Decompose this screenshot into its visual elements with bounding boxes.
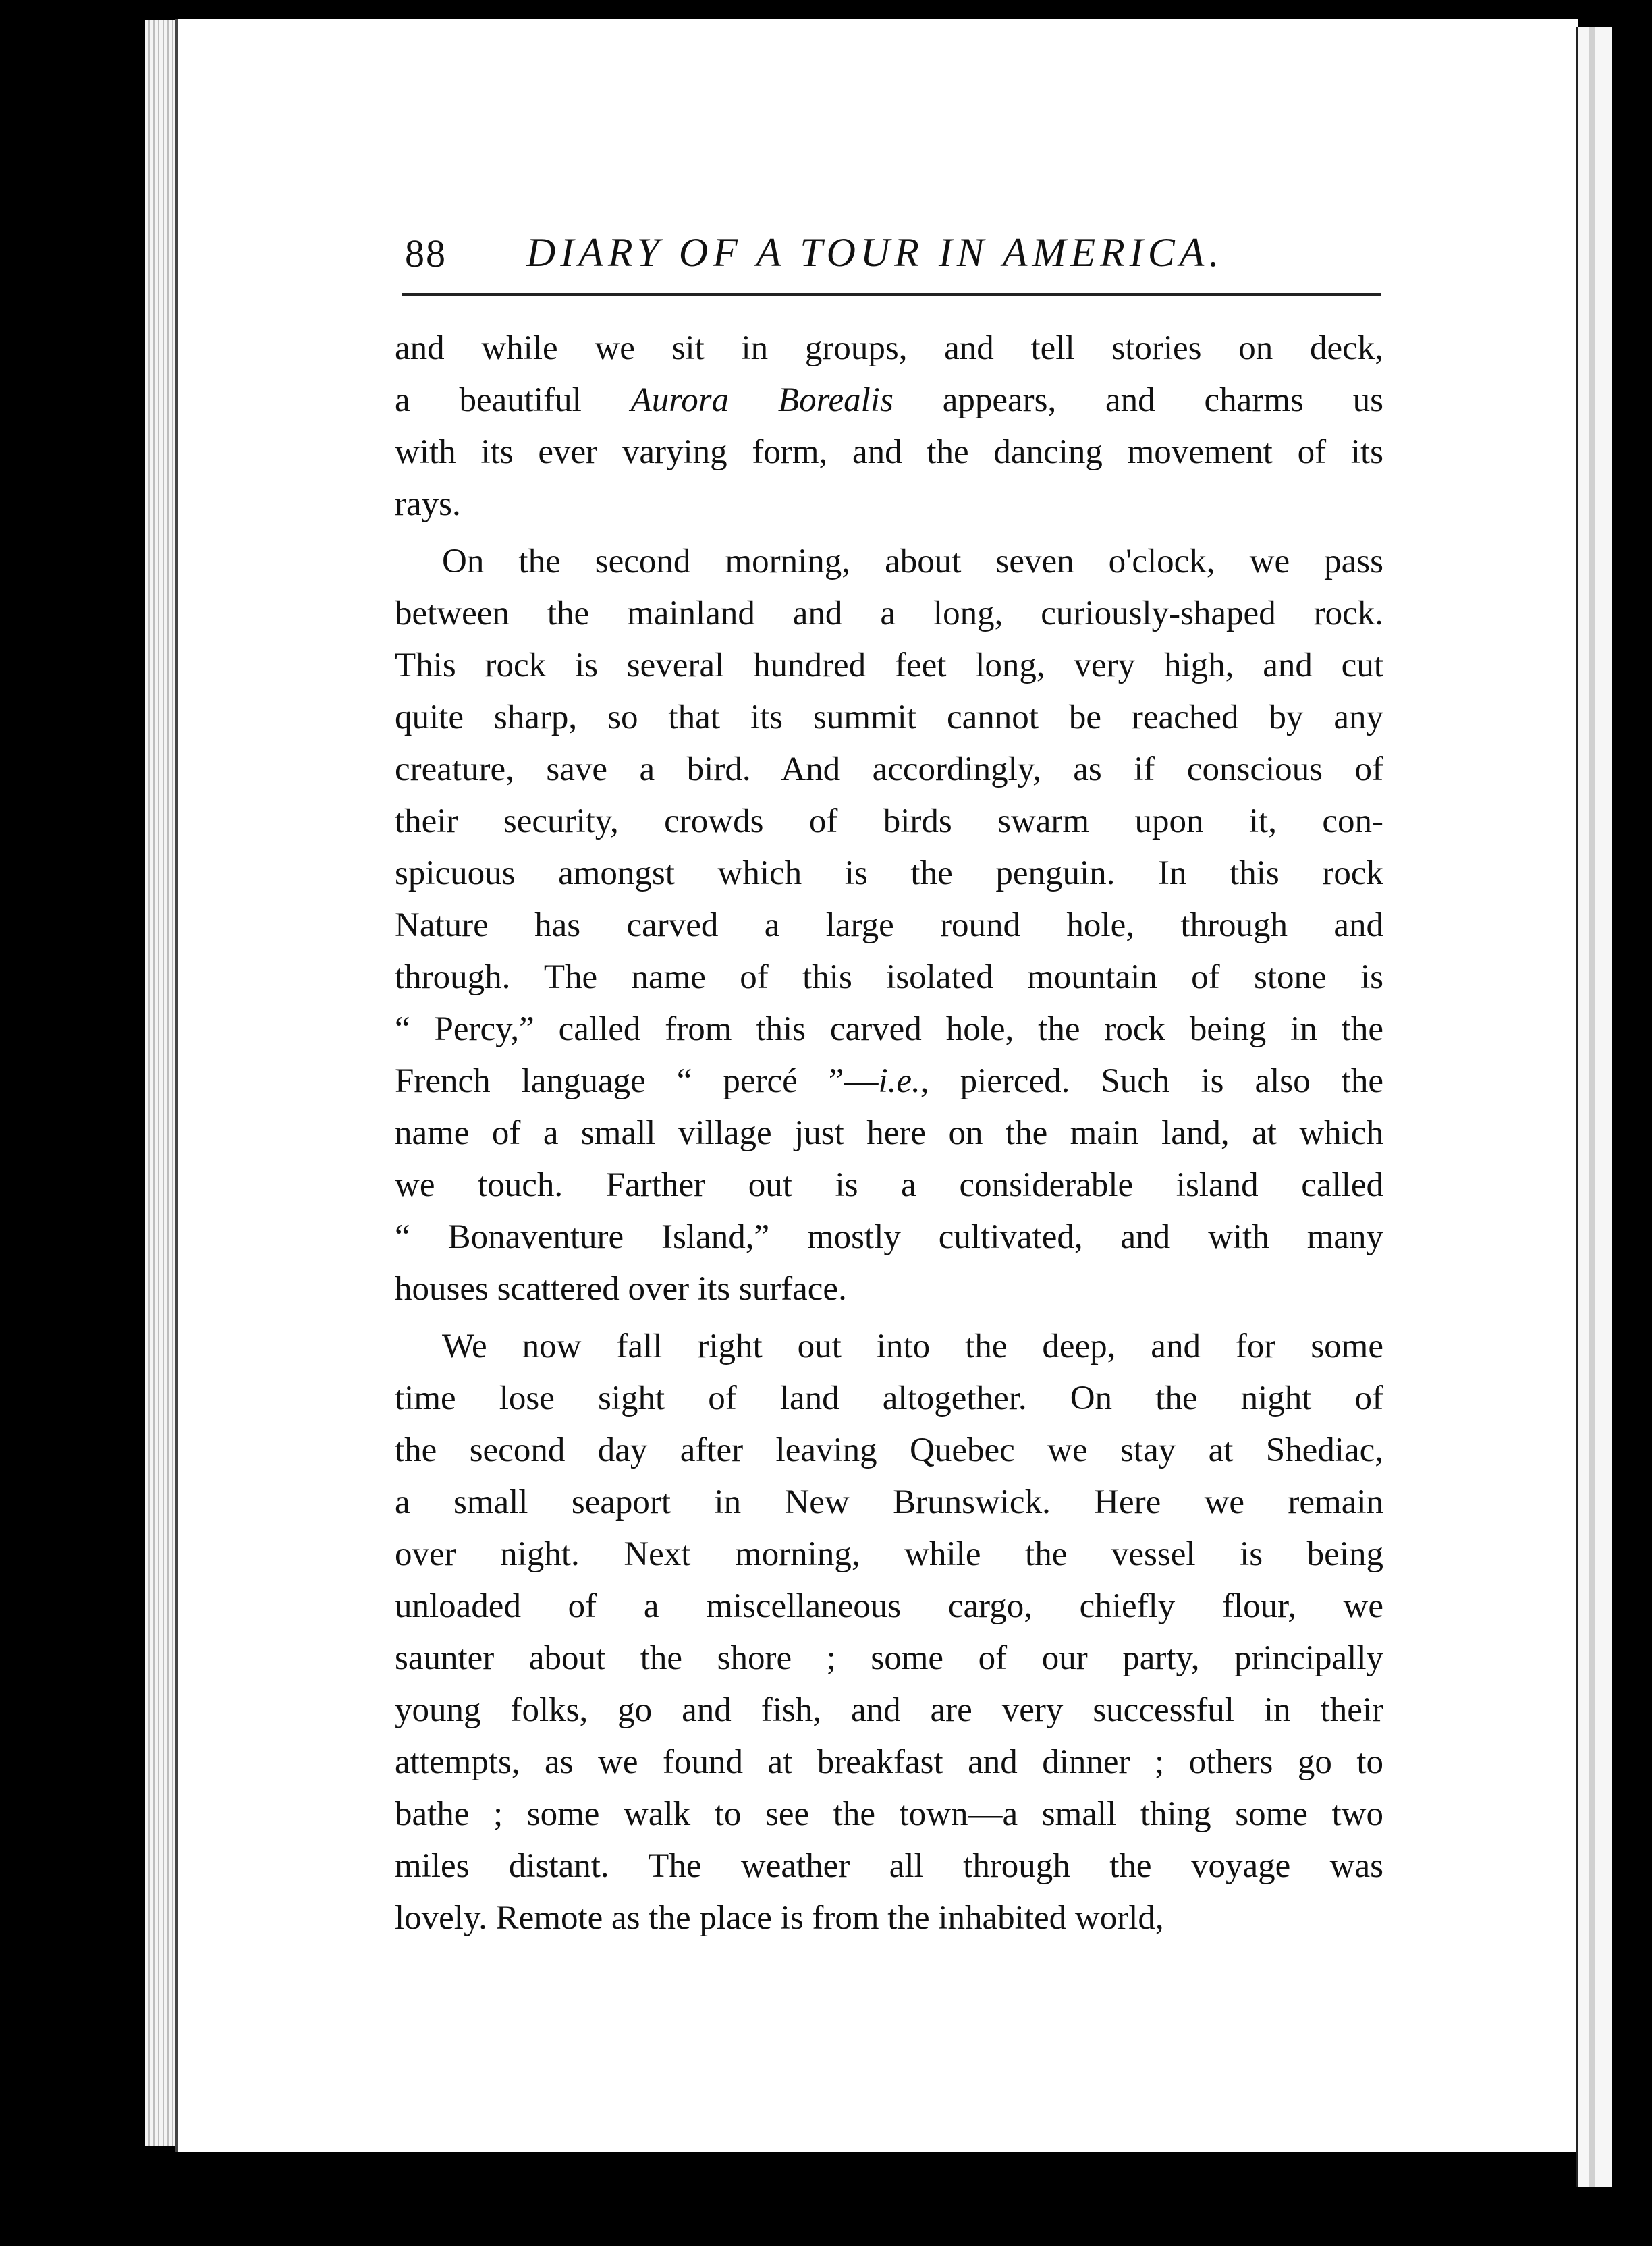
italic-text-run: Aurora Borealis <box>630 381 893 419</box>
text-line: over night. Next morning, while the vessel is being <box>395 1535 1383 1573</box>
text-line: lovely. Remote as the place is from the inhabited world, <box>395 1899 1164 1937</box>
facing-page-gutter <box>1589 27 1595 2187</box>
text-line: “ Percy,” called from this carved hole, the rock being in the <box>395 1010 1383 1048</box>
text-run: a beautiful <box>395 381 631 419</box>
text-line: miles distant. The weather all through the voyage was <box>395 1847 1383 1885</box>
text-line: a small seaport in New Brunswick. Here we remain <box>395 1483 1383 1521</box>
header-rule <box>402 293 1381 296</box>
text-line: We now fall right out into the deep, and for some <box>442 1327 1383 1365</box>
text-line: with its ever varying form, and the dancing movement of its <box>395 433 1383 471</box>
paragraph-gap <box>395 530 1383 536</box>
paragraph-gap <box>395 1315 1383 1321</box>
text-line: Nature has carved a large round hole, through and <box>395 906 1383 944</box>
text-line <box>395 1056 1383 1107</box>
text-line: creature, save a bird. And accordingly, as if conscious of <box>395 750 1383 788</box>
text-line: young folks, go and fish, and are very successful in their <box>395 1691 1383 1729</box>
text-line <box>395 375 1383 427</box>
text-line: we touch. Farther out is a considerable island called <box>395 1166 1383 1204</box>
paragraph <box>395 323 1383 530</box>
text-run: French language “ percé ”— <box>395 1062 879 1100</box>
paragraph <box>395 536 1383 1315</box>
text-line: time lose sight of land altogether. On the night of <box>395 1379 1383 1417</box>
text-line: spicuous amongst which is the penguin. In this rock <box>395 854 1383 892</box>
paragraph <box>395 1321 1383 1944</box>
page-number: 88 <box>405 231 447 275</box>
running-header <box>405 224 1383 292</box>
running-title: DIARY OF A TOUR IN AMERICA. <box>526 230 1224 275</box>
text-line: This rock is several hundred feet long, very high, and cut <box>395 647 1383 684</box>
text-line: through. The name of this isolated mountain of stone is <box>395 958 1383 996</box>
text-line: saunter about the shore ; some of our party, principally <box>395 1639 1383 1677</box>
text-line: and while we sit in groups, and tell stories on deck, <box>395 329 1383 367</box>
text-line: their security, crowds of birds swarm upon it, con- <box>395 802 1383 840</box>
italic-text-run: i.e. <box>878 1062 920 1100</box>
text-line: houses scattered over its surface. <box>395 1270 847 1308</box>
text-line: “ Bonaventure Island,” mostly cultivated, and with many <box>395 1218 1383 1256</box>
text-line: bathe ; some walk to see the town—a small thing some two <box>395 1795 1383 1833</box>
text-run: appears, and charms us <box>893 381 1384 419</box>
text-line: attempts, as we found at breakfast and dinner ; others go to <box>395 1743 1383 1781</box>
text-run: , pierced. Such is also the <box>920 1062 1383 1100</box>
text-line: between the mainland and a long, curiously-shaped rock. <box>395 595 1383 632</box>
text-line: name of a small village just here on the main land, at which <box>395 1114 1383 1152</box>
text-line: On the second morning, about seven o'clock, we pass <box>442 543 1383 580</box>
text-line: the second day after leaving Quebec we stay at Shediac, <box>395 1431 1383 1469</box>
text-line: rays. <box>395 485 461 523</box>
text-line: unloaded of a miscellaneous cargo, chiefly flour, we <box>395 1587 1383 1625</box>
text-line: quite sharp, so that its summit cannot be reached by any <box>395 699 1383 736</box>
body-text <box>395 323 1383 1944</box>
